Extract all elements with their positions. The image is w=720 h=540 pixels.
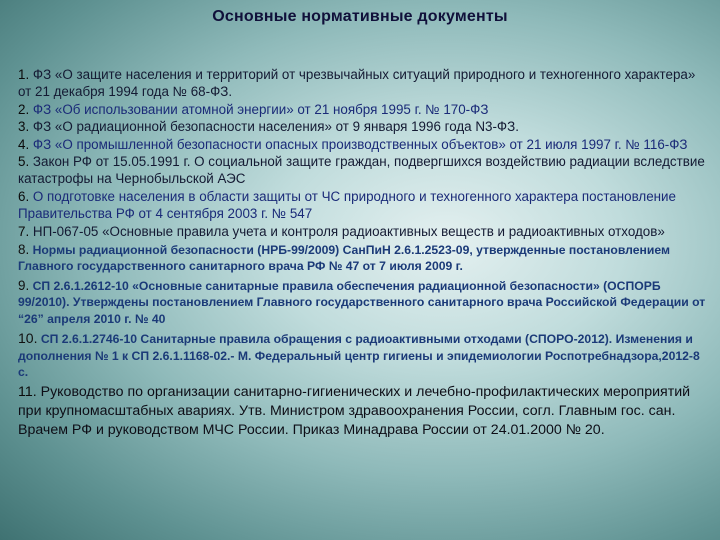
item-text: ФЗ «О промышленной безопасности опасных производственных объектов» от 21 июля 1997 г. № 116-ФЗ — [32, 136, 688, 152]
item-text: ФЗ «О радиационной безопасности населения» от 9 января 1996 года N3-ФЗ. — [32, 119, 519, 135]
list-item — [18, 242, 708, 275]
item-number: 1. — [18, 67, 30, 82]
list-item — [18, 330, 708, 380]
item-text: О подготовке населения в области защиты от ЧС природного и техногенного характера постановление Правительства РФ от 4 сентября 2003 г. № 547 — [18, 188, 676, 222]
item-number: 11. — [18, 384, 37, 401]
item-text: СП 2.6.1.2746-10 Санитарные правила обращения с радиоактивными отходами (СПОРО-2012). Изменения и дополнения № 1 к СП 2.6.1.1168-02.- М. Федеральный центр гигиены и эпидемиологии Роспотребнадзора,2012-8 с. — [18, 332, 700, 379]
item-number: 9. — [18, 277, 30, 293]
item-text: СП 2.6.1.2612-10 «Основные санитарные правила обеспечения радиационной безопасности» (ОСПОРБ 99/2010). Утверждены постановлением Главного государственного санитарного врача Российской Федерации от “26” апреля 2010 г. № 40 — [18, 278, 706, 326]
item-number: 2. — [18, 101, 30, 117]
list-item — [18, 223, 708, 240]
item-number: 3. — [18, 119, 30, 135]
item-number: 6. — [18, 188, 30, 204]
list-item — [18, 188, 708, 223]
list-item — [18, 118, 708, 135]
list-item — [18, 101, 708, 118]
list-item — [18, 278, 708, 327]
slide-title: Основные нормативные документы — [212, 8, 508, 25]
list-item — [18, 66, 708, 101]
item-number: 5. — [18, 154, 30, 170]
item-number: 8. — [18, 242, 30, 258]
list-item — [18, 153, 708, 188]
list-item — [18, 136, 708, 153]
item-text: ФЗ «Об использовании атомной энергии» от 21 ноября 1995 г. № 170-ФЗ — [32, 101, 489, 117]
item-text: ФЗ «О защите населения и территорий от чрезвычайных ситуаций природного и техногенного характера» от 21 декабря 1994 года № 68-ФЗ. — [18, 67, 696, 100]
item-text: Руководство по организации санитарно-гигиенических и лечебно-профилактических мероприятий при крупномасштабных авариях. Утв. Министром здравоохранения России, согл. Главным гос. сан. Врачем РФ и руководством МЧС России. Приказ Минадрава России от 24.01.2000 № 20. — [18, 384, 691, 438]
item-text: НП-067-05 «Основные правила учета и контроля радиоактивных веществ и радиоактивных отходов» — [32, 223, 665, 239]
item-text: Закон РФ от 15.05.1991 г. О социальной защите граждан, подвергшихся воздействию радиации вследствие катастрофы на Чернобыльской АЭС — [18, 154, 705, 187]
item-number: 10. — [18, 330, 38, 347]
documents-list — [18, 66, 708, 439]
item-number: 4. — [18, 136, 30, 152]
item-number: 7. — [18, 223, 30, 239]
item-text: Нормы радиационной безопасности (НРБ-99/2009) СанПиН 2.6.1.2523-09, утвержденные постановлением Главного государственного санитарного врача РФ № 47 от 7 июля 2009 г. — [18, 243, 671, 274]
list-item — [18, 383, 708, 439]
